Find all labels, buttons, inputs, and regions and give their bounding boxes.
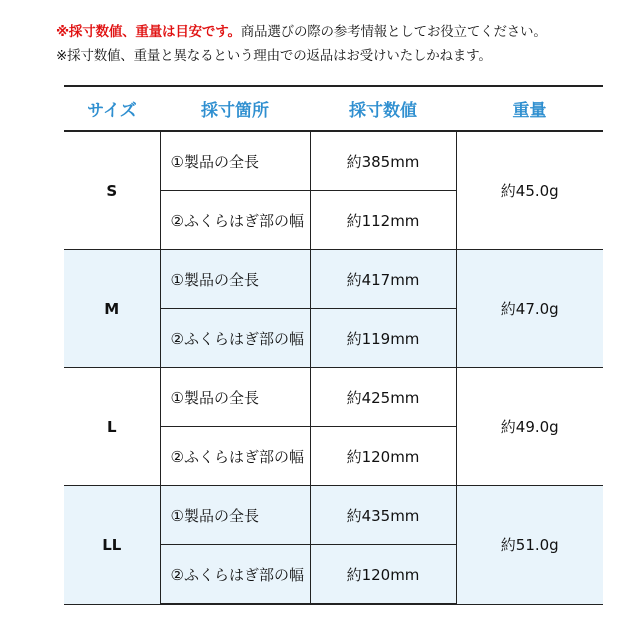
part-label: ②ふくらはぎ部の幅 [160, 427, 310, 486]
table-header-row [64, 86, 603, 131]
header-value: 採寸数値 [310, 86, 456, 131]
part-label: ①製品の全長 [160, 486, 310, 545]
part-label: ②ふくらはぎ部の幅 [160, 309, 310, 368]
size-label: LL [64, 486, 160, 605]
header-part: 採寸箇所 [160, 86, 310, 131]
table-row [64, 250, 603, 309]
header-size: サイズ [64, 86, 160, 131]
weight-value: 約51.0g [456, 486, 603, 605]
part-value: 約119mm [310, 309, 456, 368]
size-label: L [64, 368, 160, 486]
weight-value: 約45.0g [456, 131, 603, 250]
note-line-2: ※採寸数値、重量と異なるという理由での返品はお受けいたしかねます。 [56, 48, 492, 64]
note-warning: ※採寸数値、重量は目安です。 [56, 24, 241, 40]
table-row [64, 486, 603, 545]
note-text: 商品選びの際の参考情報としてお役立てください。 [240, 24, 547, 40]
note-line-1 [56, 20, 616, 44]
part-label: ①製品の全長 [160, 368, 310, 427]
part-value: 約417mm [310, 250, 456, 309]
weight-value: 約49.0g [456, 368, 603, 486]
part-label: ②ふくらはぎ部の幅 [160, 545, 310, 605]
part-value: 約435mm [310, 486, 456, 545]
size-label: M [64, 250, 160, 368]
header-weight: 重量 [456, 86, 603, 131]
part-label: ①製品の全長 [160, 131, 310, 191]
notes [56, 20, 616, 68]
table-row [64, 131, 603, 191]
size-label: S [64, 131, 160, 250]
part-value: 約120mm [310, 545, 456, 605]
weight-value: 約47.0g [456, 250, 603, 368]
size-table [64, 85, 603, 605]
part-value: 約425mm [310, 368, 456, 427]
part-value: 約120mm [310, 427, 456, 486]
table-row [64, 368, 603, 427]
part-label: ②ふくらはぎ部の幅 [160, 191, 310, 250]
part-label: ①製品の全長 [160, 250, 310, 309]
part-value: 約112mm [310, 191, 456, 250]
part-value: 約385mm [310, 131, 456, 191]
